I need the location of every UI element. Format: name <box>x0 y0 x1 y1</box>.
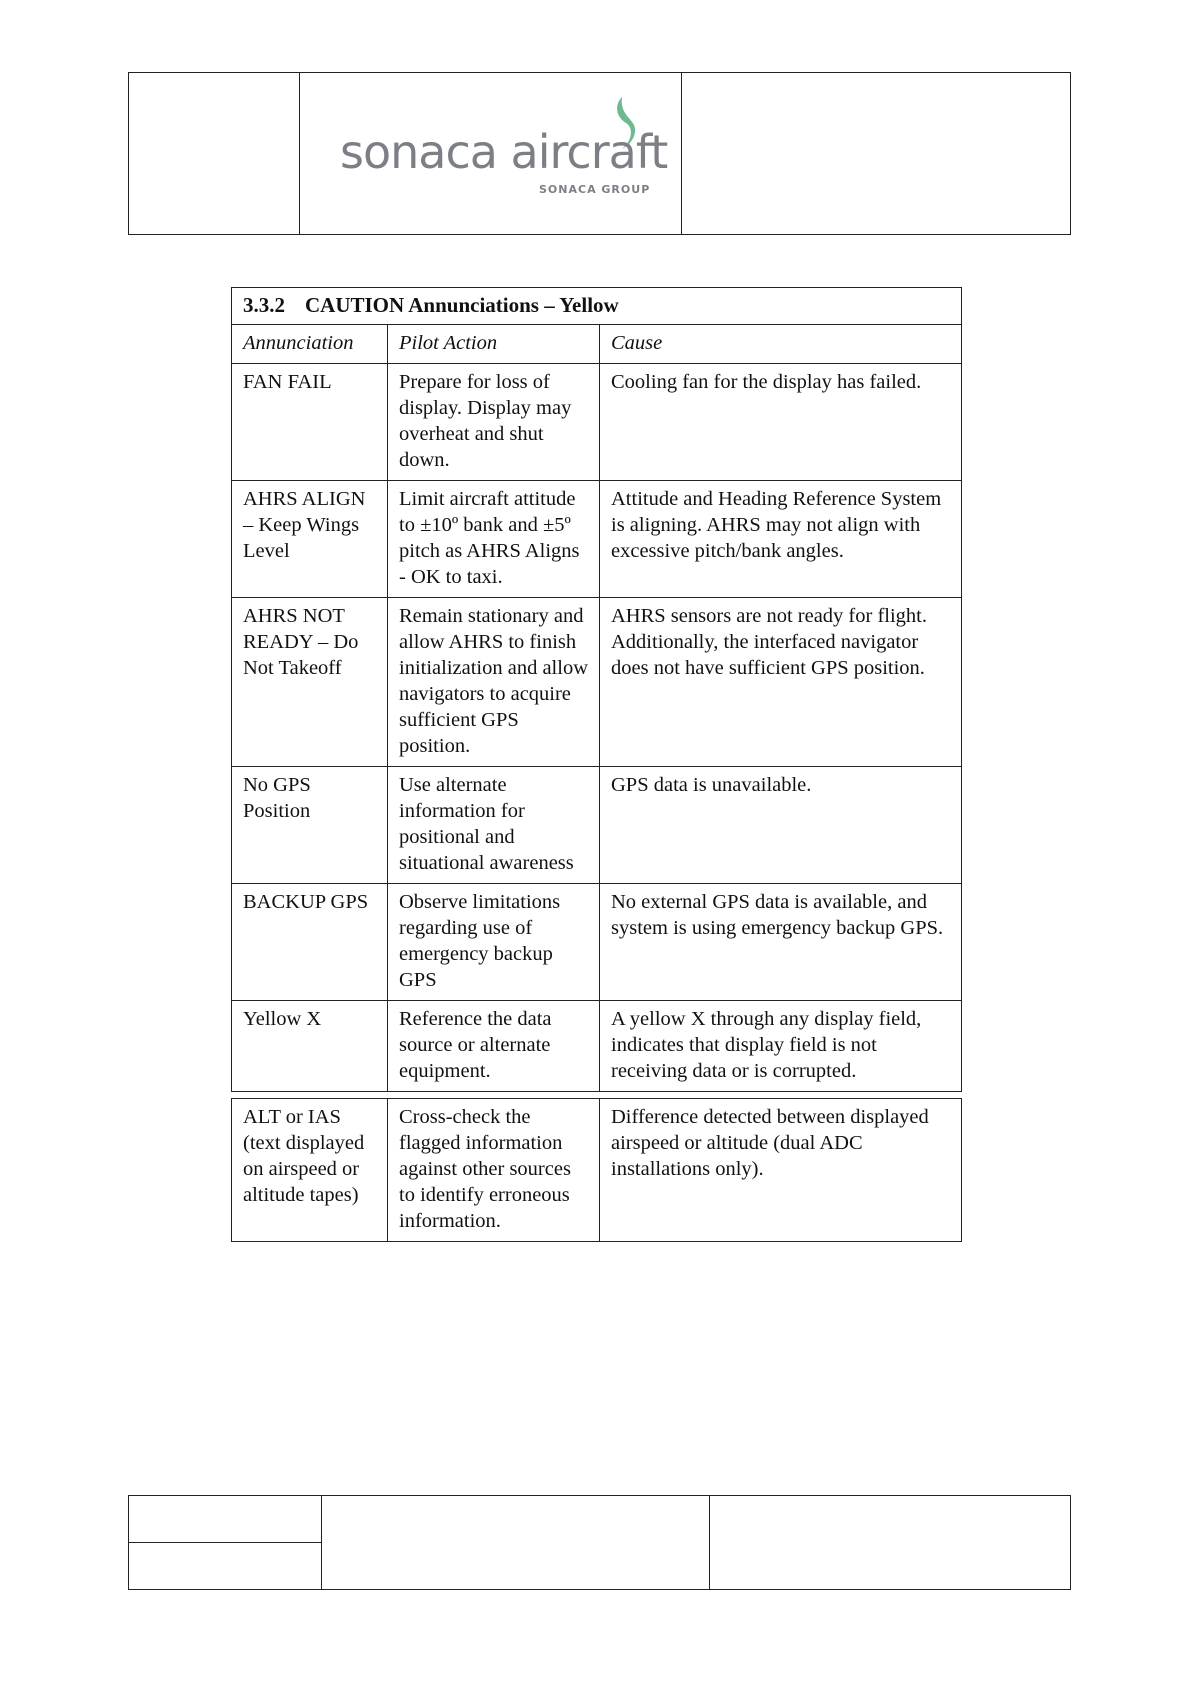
header-left-cell <box>129 73 300 234</box>
section-number: 3.3.2 <box>243 293 285 317</box>
cause-cell: GPS data is unavailable. <box>600 767 962 884</box>
footer-left-top <box>129 1496 321 1543</box>
page-footer <box>128 1495 1071 1590</box>
table-header-row <box>232 325 962 364</box>
table-row <box>232 481 962 598</box>
annunciation-cell: AHRS ALIGN – Keep Wings Level <box>232 481 388 598</box>
table-title-row <box>232 288 962 325</box>
header-right-cell <box>682 73 1070 234</box>
pilot-action-cell: Remain stationary and allow AHRS to finish initialization and allow navigators to acquire sufficient GPS position. <box>388 598 600 767</box>
pilot-action-cell: Prepare for loss of display. Display may overheat and shut down. <box>388 364 600 481</box>
table-row <box>232 598 962 767</box>
footer-left-cell <box>129 1496 322 1589</box>
cause-cell: Attitude and Heading Reference System is aligning. AHRS may not align with excessive pitch/bank angles. <box>600 481 962 598</box>
caution-annunciations-table <box>231 287 962 1242</box>
page-header <box>128 72 1071 235</box>
pilot-action-cell: Cross-check the flagged information against other sources to identify erroneous information. <box>388 1099 600 1242</box>
column-header-pilot-action: Pilot Action <box>388 325 600 364</box>
table-title <box>232 288 962 325</box>
footer-right-cell <box>710 1496 1070 1589</box>
annunciation-cell: No GPS Position <box>232 767 388 884</box>
column-header-annunciation: Annunciation <box>232 325 388 364</box>
cause-cell: AHRS sensors are not ready for flight. Additionally, the interfaced navigator does not have sufficient GPS position. <box>600 598 962 767</box>
cause-cell: No external GPS data is available, and system is using emergency backup GPS. <box>600 884 962 1001</box>
pilot-action-cell: Reference the data source or alternate equipment. <box>388 1001 600 1092</box>
cause-cell: Difference detected between displayed airspeed or altitude (dual ADC installations only). <box>600 1099 962 1242</box>
table-row <box>232 364 962 481</box>
table-row <box>232 767 962 884</box>
logo-group-text: SONACA GROUP <box>539 183 651 196</box>
logo-wordmark: sonaca aircraft <box>340 125 668 179</box>
table-row <box>232 1099 962 1242</box>
section-title: CAUTION Annunciations – Yellow <box>305 293 619 317</box>
table-row <box>232 884 962 1001</box>
pilot-action-cell: Limit aircraft attitude to ±10º bank and ±5º pitch as AHRS Aligns - OK to taxi. <box>388 481 600 598</box>
annunciation-cell: ALT or IAS (text displayed on airspeed or altitude tapes) <box>232 1099 388 1242</box>
cause-cell: A yellow X through any display field, indicates that display field is not receiving data or is corrupted. <box>600 1001 962 1092</box>
pilot-action-cell: Observe limitations regarding use of emergency backup GPS <box>388 884 600 1001</box>
annunciation-cell: FAN FAIL <box>232 364 388 481</box>
annunciation-cell: Yellow X <box>232 1001 388 1092</box>
table-row <box>232 1001 962 1092</box>
annunciation-cell: BACKUP GPS <box>232 884 388 1001</box>
pilot-action-cell: Use alternate information for positional and situational awareness <box>388 767 600 884</box>
footer-middle-cell <box>322 1496 710 1589</box>
company-logo <box>300 73 681 234</box>
table-gap <box>232 1092 962 1099</box>
annunciation-cell: AHRS NOT READY – Do Not Takeoff <box>232 598 388 767</box>
footer-left-bottom <box>129 1543 321 1589</box>
cause-cell: Cooling fan for the display has failed. <box>600 364 962 481</box>
header-logo-cell <box>300 73 682 234</box>
column-header-cause: Cause <box>600 325 962 364</box>
